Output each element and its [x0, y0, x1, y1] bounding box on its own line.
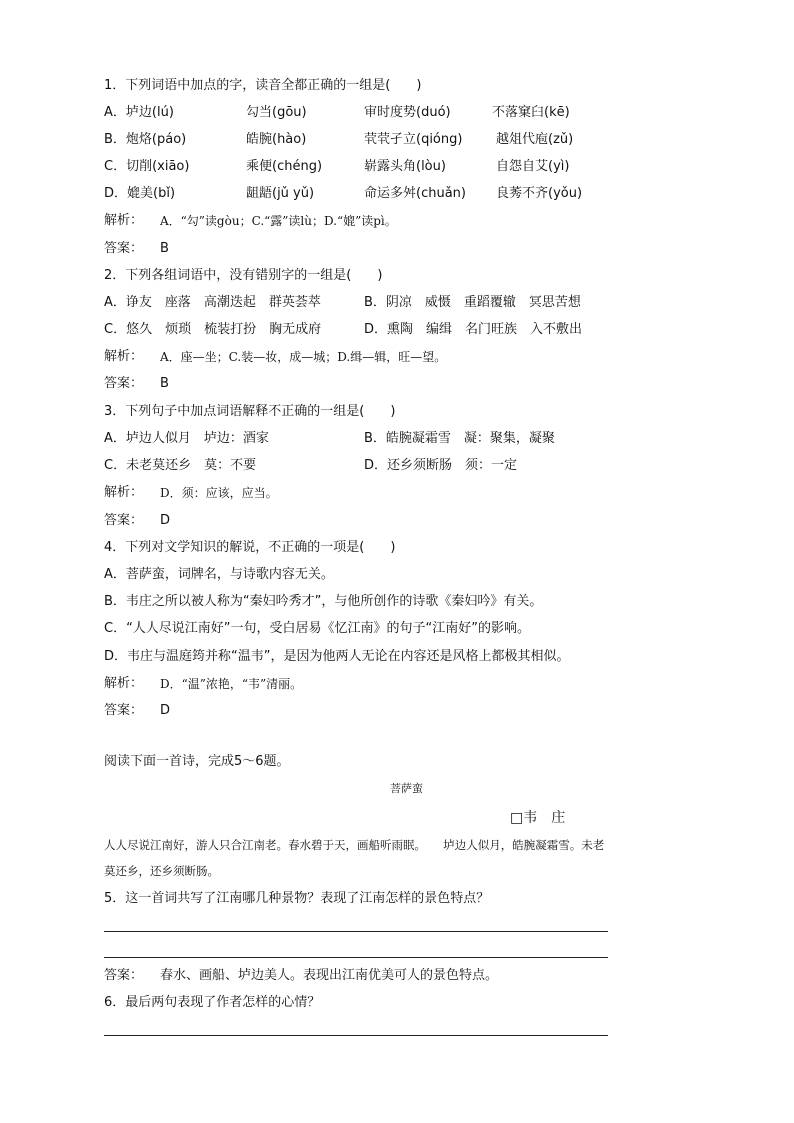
q2-option-d: D．熏陶 编缉 名门旺族 入不敷出: [364, 322, 583, 337]
q2-option-b: B．阴凉 威慑 重蹈覆辙 冥思苦想: [364, 295, 581, 310]
q2-answer-label: 答案：: [104, 376, 144, 391]
q4-answer-label: 答案：: [104, 703, 144, 718]
q6-stem: 6．最后两句表现了作者怎样的心情？: [104, 995, 321, 1010]
q2-analysis-label: 解析：: [104, 349, 144, 364]
q3-stem: 3．下列句子中加点词语解释不正确的一组是( ): [104, 404, 396, 419]
q1-option-b-3: 茕茕孑立(qióng): [364, 132, 463, 147]
q1-option-c-2: 乘便(chéng): [246, 159, 323, 174]
q4-analysis-label: 解析：: [104, 676, 144, 691]
q1-stem: 1．下列词语中加点的字，读音全都正确的一组是( ): [104, 78, 422, 93]
q2-option-c: C．悠久 烦琐 梳装打扮 胸无成府: [104, 322, 322, 337]
q1-option-a-1: A．垆边(lú): [104, 105, 174, 120]
q2-stem: 2．下列各组词语中，没有错别字的一组是( ): [104, 268, 383, 283]
q3-option-d: D．还乡须断肠 须：一定: [364, 458, 518, 473]
poem-line-2: 莫还乡，还乡须断肠。: [104, 864, 219, 878]
q2-answer: B: [160, 376, 169, 391]
q3-option-b: B．皓腕凝霜雪 凝：聚集，凝聚: [364, 431, 555, 446]
q3-analysis: D．须：应该，应当。: [160, 486, 278, 500]
q4-option-a: A．菩萨蛮，词牌名，与诗歌内容无关。: [104, 567, 334, 582]
q1-option-d-2: 龃龉(jǔ yǔ): [246, 186, 315, 201]
q4-analysis: D．“温”浓艳，“韦”清丽。: [160, 677, 303, 691]
q4-answer: D: [160, 703, 171, 718]
q1-option-d-3: 命运多舛(chuǎn): [364, 186, 466, 201]
q1-option-a-4: 不落窠臼(kē): [492, 105, 570, 120]
q1-option-a-2: 勾当(gōu): [246, 105, 307, 120]
q5-answer-label: 答案：: [104, 968, 144, 983]
q4-option-d: D．韦庄与温庭筠并称“温韦”，是因为他两人无论在内容还是风格上都极其相似。: [104, 649, 570, 664]
q3-answer: D: [160, 513, 171, 528]
q1-analysis: A．“勾”读gòu；C.“露”读lù；D.“媲”读pì。: [160, 214, 397, 228]
q3-option-a: A．垆边人似月 垆边：酒家: [104, 431, 269, 446]
q1-option-c-3: 崭露头角(lòu): [364, 159, 446, 174]
q4-option-c: C．“人人尽说江南好”一句，受白居易《忆江南》的句子“江南好”的影响。: [104, 621, 531, 636]
q1-option-b-2: 皓腕(hào): [246, 132, 307, 147]
q5-answer: 春水、画船、垆边美人。表现出江南优美可人的景色特点。: [160, 968, 499, 983]
poem-title: 菩萨蛮: [390, 782, 423, 795]
q1-option-a-3: 审时度势(duó): [364, 105, 451, 120]
q5-stem: 5．这一首词共写了江南哪几种景物？表现了江南怎样的景色特点？: [104, 891, 490, 906]
q5-answer-line-1: [104, 931, 608, 932]
q3-answer-label: 答案：: [104, 513, 144, 528]
reading-intro: 阅读下面一首诗，完成5～6题。: [104, 754, 290, 769]
poem-author: □韦 庄: [510, 810, 566, 826]
q5-answer-line-2: [104, 957, 608, 958]
q1-option-b-4: 越俎代庖(zǔ): [496, 132, 574, 147]
q1-option-d-1: D．媲美(bǐ): [104, 186, 176, 201]
q2-analysis: A．座—坐；C.装—妆，成—城；D.缉—辑，旺—望。: [160, 350, 447, 364]
q1-option-c-1: C．切削(xiāo): [104, 159, 190, 174]
q1-answer-label: 答案：: [104, 241, 144, 256]
q4-option-b: B．韦庄之所以被人称为“秦妇吟秀才”，与他所创作的诗歌《秦妇吟》有关。: [104, 594, 543, 609]
q2-option-a: A．诤友 座落 高潮迭起 群英荟萃: [104, 295, 321, 310]
q1-option-b-1: B．炮烙(páo): [104, 132, 187, 147]
q1-analysis-label: 解析：: [104, 213, 144, 228]
q3-option-c: C．未老莫还乡 莫：不要: [104, 458, 257, 473]
q3-analysis-label: 解析：: [104, 485, 144, 500]
q4-stem: 4．下列对文学知识的解说，不正确的一项是( ): [104, 540, 396, 555]
q1-option-c-4: 自怨自艾(yì): [496, 159, 570, 174]
q6-answer-line-1: [104, 1035, 608, 1036]
q1-answer: B: [160, 241, 169, 256]
poem-line-1: 人人尽说江南好，游人只合江南老。春水碧于天，画船听雨眠。 垆边人似月，皓腕凝霜雪。未老: [104, 838, 605, 852]
q1-option-d-4: 良莠不齐(yǒu): [496, 186, 583, 201]
